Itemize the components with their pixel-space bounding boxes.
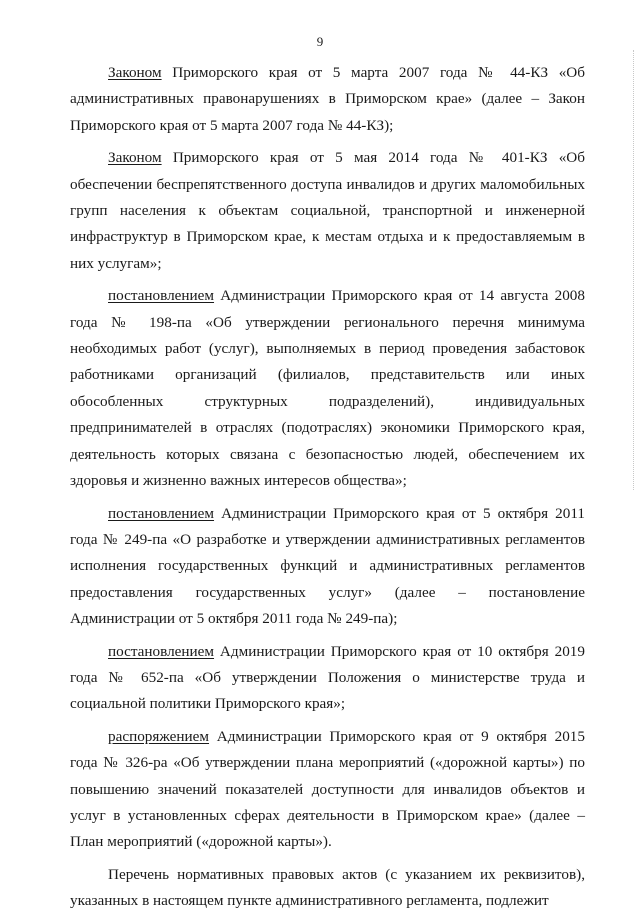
document-body <box>70 60 585 921</box>
paragraph-text: Администрации Приморского края от 10 октября 2019 года № 652-па «Об утверждении Положения о министерстве труда и социальной политики Приморского края»; <box>70 642 585 713</box>
order-link[interactable]: распоряжением <box>108 727 210 745</box>
paragraph-order-326ra <box>70 724 585 856</box>
paragraph-text: Администрации Приморского края от 14 августа 2008 года № 198-па «Об утверждении регионального перечня минимума необходимых работ (услуг), выполняемых в период проведения забастовок работниками организаций (филиалов, представительств или иных обособленных структурных подразделений), индивидуальных предпринимателей в отраслях (подотраслях) экономики Приморского края, деятельность которых связана с безопасностью людей, обеспечением их здоровья и жизненно важных интересов общества»; <box>70 287 585 490</box>
paragraph-list-of-acts <box>70 862 585 915</box>
paragraph-text: Администрации Приморского края от 9 октября 2015 года № 326-ра «Об утверждении плана мероприятий («дорожной карты») по повышению значений показателей доступности для инвалидов объектов и услуг в установленных сферах деятельности в Приморском крае» (далее – План мероприятий («дорожной карты»). <box>70 727 585 851</box>
paragraph-text: Приморского края от 5 мая 2014 года № 401-КЗ «Об обеспечении беспрепятственного доступа инвалидов и других маломобильных групп населения к объектам социальной, транспортной и инженерной инфраструктур в Приморском крае, к местам отдыха и к предоставляемым в них услугам»; <box>70 149 585 272</box>
paragraph-resolution-652pa <box>70 639 585 718</box>
law-link[interactable]: Законом <box>108 64 162 81</box>
resolution-link[interactable]: постановлением <box>108 642 215 660</box>
scan-edge-divider <box>632 50 634 490</box>
paragraph-resolution-198pa <box>70 283 585 494</box>
paragraph-text: Приморского края от 5 марта 2007 года № 44-КЗ «Об административных правонарушениях в Приморском крае» (далее – Закон Приморского края от 5 марта 2007 года № 44-КЗ); <box>70 64 585 134</box>
paragraph-law-401kz <box>70 145 585 277</box>
paragraph-text: Администрации Приморского края от 5 октября 2011 года № 249-па «О разработке и утверждении административных регламентов исполнения государственных функций и административных регламентов предоставления государственных услуг» (далее – постановление Администрации от 5 октября 2011 года № 249-па); <box>70 504 585 628</box>
law-link[interactable]: Законом <box>108 149 162 167</box>
resolution-link[interactable]: постановлением <box>108 504 215 522</box>
paragraph-text: Перечень нормативных правовых актов (с указанием их реквизитов), указанных в настоящем пункте административного регламента, подлежит <box>70 865 585 910</box>
paragraph-law-44kz <box>70 60 585 139</box>
resolution-link[interactable]: постановлением <box>108 287 215 305</box>
paragraph-resolution-249pa <box>70 501 585 633</box>
page-number: 9 <box>316 34 324 49</box>
